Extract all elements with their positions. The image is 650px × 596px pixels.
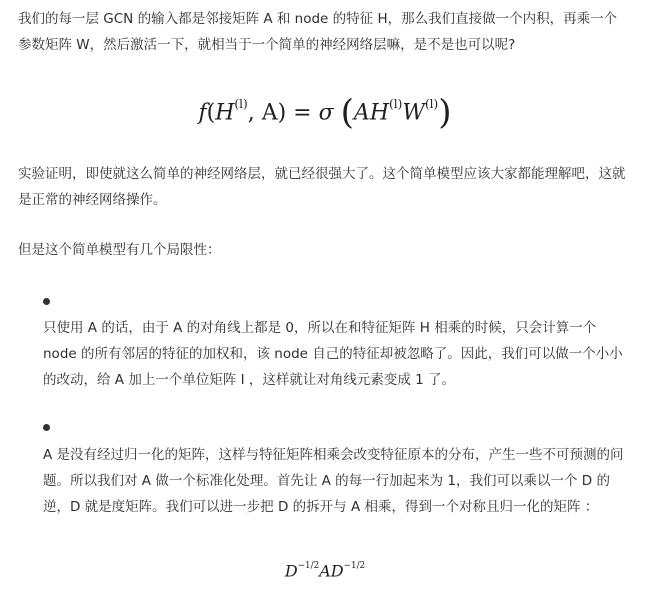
bullet-dot-1	[43, 298, 50, 305]
formula-left-big-paren: (	[340, 92, 354, 133]
formula-a2: A	[319, 561, 331, 581]
formula-sup-l2: (l)	[389, 97, 403, 111]
formula-sigma: σ	[318, 100, 334, 126]
formula-sup-l: (l)	[234, 97, 248, 111]
formula-h: H	[215, 100, 235, 126]
formula-a: A	[353, 100, 370, 126]
formula-f: f	[198, 100, 207, 126]
formula-sup-l3: (l)	[424, 97, 439, 111]
bullet-dot-2	[43, 424, 50, 431]
formula-d1: D	[284, 561, 298, 581]
list-item-identity: 只使用 A 的话，由于 A 的对角线上都是 0，所以在和特征矩阵 H 相乘的时候，只会计算一个 node 的所有邻居的特征的加权和，该 node 自己的特征却被忽略了。因此，我们可以做一个小小的改动，给 A 加上一个单位矩阵 I ，这样就让对角线元素变成 1 了。	[43, 320, 623, 388]
paragraph-experiment: 实验证明，即使就这么简单的神经网络层，就已经很强大了。这个简单模型应该大家都能理解吧，这就是正常的神经网络操作。	[18, 166, 626, 208]
formula-exp2: −1/2	[343, 561, 366, 571]
paragraph-gcn-input: 我们的每一层 GCN 的输入都是邻接矩阵 A 和 node 的特征 H，那么我们直接做一个内积，再乘一个参数矩阵 W，然后激活一下，就相当于一个简单的神经网络层嘛，是不是也可以呢?	[18, 11, 618, 53]
formula-gcn-layer	[0, 84, 650, 133]
formula-h2: H	[369, 100, 389, 126]
formula-normalized-adjacency	[0, 553, 650, 584]
formula-right-big-paren: )	[438, 92, 452, 133]
formula-comma-a: , A) =	[247, 100, 319, 126]
list-item-normalize: A 是没有经过归一化的矩阵，这样与特征矩阵相乘会改变特征原本的分布，产生一些不可预测的问题。所以我们对 A 做一个标准化处理。首先让 A 的每一行加起来为 1，我们可以乘以一个 D 的逆，D 就是度矩阵。我们可以进一步把 D 的拆开与 A 相乘，得到一个对称且归一化的矩阵 ：	[43, 447, 624, 515]
formula-exp1: −1/2	[297, 561, 320, 571]
formula-open-paren: (	[206, 100, 216, 126]
formula-w: W	[402, 100, 425, 126]
paragraph-limitations: 但是这个简单模型有几个局限性：	[18, 242, 221, 258]
formula-d2: D	[330, 561, 344, 581]
